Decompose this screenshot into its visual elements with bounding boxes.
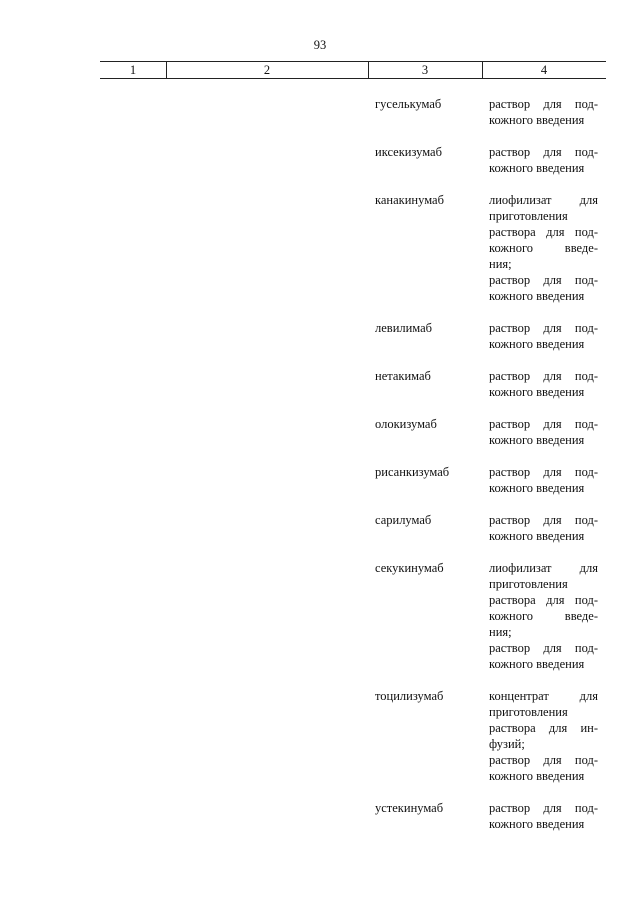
table-row xyxy=(0,512,640,544)
dosage-form-line: раствор для под- xyxy=(489,801,598,815)
dosage-form-line: раствор для под- xyxy=(489,641,598,655)
dosage-form-line: раствор для под- xyxy=(489,465,598,479)
dosage-form-line: кожного введения xyxy=(489,161,585,175)
dosage-form xyxy=(489,368,598,400)
dosage-form-line: раствор для под- xyxy=(489,369,598,383)
table-row xyxy=(0,800,640,832)
dosage-form xyxy=(489,416,598,448)
table-row xyxy=(0,464,640,496)
dosage-form-line: кожного введения xyxy=(489,481,585,495)
dosage-form xyxy=(489,96,598,128)
drug-name: гуселькумаб xyxy=(375,97,442,111)
drug-name: левилимаб xyxy=(375,321,433,335)
drug-name: канакинумаб xyxy=(375,193,444,207)
dosage-form-line: приготовления xyxy=(489,705,568,719)
dosage-form-line: раствор для под- xyxy=(489,513,598,527)
dosage-form-line: раствора для под- xyxy=(489,593,598,607)
dosage-form xyxy=(489,320,598,352)
drug-name: нетакимаб xyxy=(375,369,431,383)
dosage-form xyxy=(489,512,598,544)
dosage-form-line: раствор для под- xyxy=(489,321,598,335)
dosage-form-line: кожного введения xyxy=(489,289,585,303)
dosage-form-line: приготовления xyxy=(489,577,568,591)
drug-name: сарилумаб xyxy=(375,513,432,527)
header-cell-3: 3 xyxy=(368,62,483,78)
dosage-form-line: кожного введения xyxy=(489,817,585,831)
table-body xyxy=(0,96,640,832)
drug-name: секукинумаб xyxy=(375,561,444,575)
dosage-form-line: кожного введе- xyxy=(489,609,598,623)
dosage-form-line: раствор для под- xyxy=(489,753,598,767)
table-row xyxy=(0,144,640,176)
dosage-form-line: кожного введения xyxy=(489,385,585,399)
page-number: 93 xyxy=(313,38,327,52)
dosage-form-line: раствор для под- xyxy=(489,417,598,431)
dosage-form xyxy=(489,464,598,496)
table-row xyxy=(0,416,640,448)
table-header-row xyxy=(100,61,606,79)
drug-name: олокизумаб xyxy=(375,417,437,431)
dosage-form-line: раствора для ин- xyxy=(489,721,598,735)
drug-name: иксекизумаб xyxy=(375,145,442,159)
dosage-form-line: лиофилизат для xyxy=(489,193,598,207)
dosage-form-line: фузий; xyxy=(489,737,525,751)
dosage-form-line: кожного введения xyxy=(489,657,585,671)
dosage-form-line: кожного введения xyxy=(489,337,585,351)
drug-name: рисанкизумаб xyxy=(375,465,450,479)
drug-name: тоцилизумаб xyxy=(375,689,444,703)
dosage-form-line: раствор для под- xyxy=(489,145,598,159)
dosage-form-line: раствор для под- xyxy=(489,97,598,111)
dosage-form-line: кожного введения xyxy=(489,769,585,783)
header-cell-4: 4 xyxy=(540,63,548,77)
dosage-form xyxy=(489,688,598,784)
table-row xyxy=(0,368,640,400)
dosage-form-line: кожного введения xyxy=(489,529,585,543)
dosage-form-line: кожного введения xyxy=(489,113,585,127)
drug-name: устекинумаб xyxy=(375,801,444,815)
dosage-form-line: концентрат для xyxy=(489,689,598,703)
dosage-form-line: кожного введе- xyxy=(489,241,598,255)
dosage-form xyxy=(489,144,598,176)
header-cell-2: 2 xyxy=(166,62,369,78)
dosage-form-line: ния; xyxy=(489,625,512,639)
dosage-form-line: раствора для под- xyxy=(489,225,598,239)
dosage-form-line: ния; xyxy=(489,257,512,271)
dosage-form xyxy=(489,560,598,672)
table-row xyxy=(0,192,640,304)
table-row xyxy=(0,96,640,128)
dosage-form-line: раствор для под- xyxy=(489,273,598,287)
table-row xyxy=(0,688,640,784)
dosage-form xyxy=(489,192,598,304)
header-cell-1: 1 xyxy=(100,62,167,78)
dosage-form-line: лиофилизат для xyxy=(489,561,598,575)
dosage-form-line: кожного введения xyxy=(489,433,585,447)
dosage-form xyxy=(489,800,598,832)
table-row xyxy=(0,560,640,672)
table-row xyxy=(0,320,640,352)
dosage-form-line: приготовления xyxy=(489,209,568,223)
